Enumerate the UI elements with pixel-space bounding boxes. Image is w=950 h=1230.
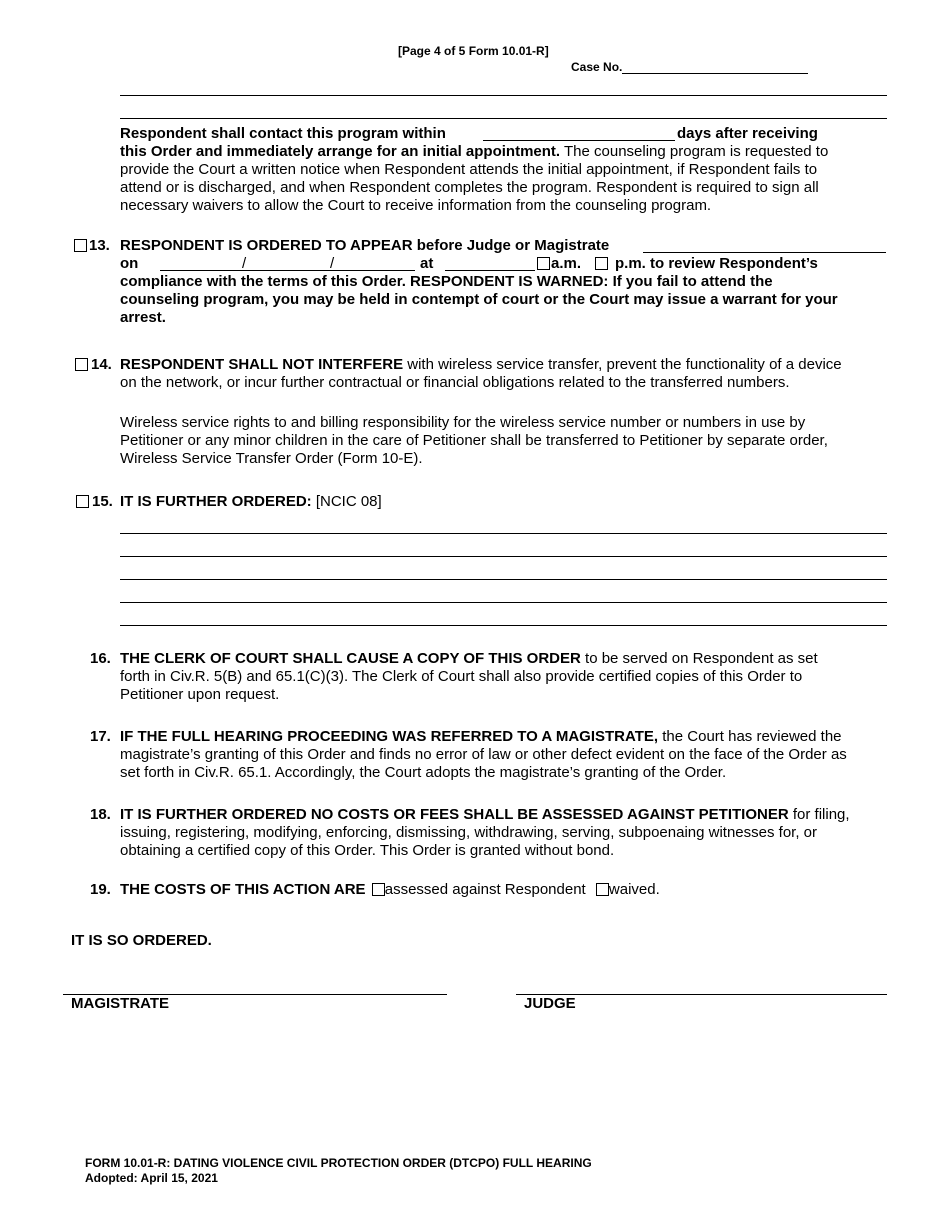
judge-label: JUDGE	[524, 995, 576, 1012]
item14-wireless-line: Petitioner or any minor children in the care of Petitioner shall be transferred to Petitioner by separate order,	[120, 432, 828, 449]
rule	[120, 118, 887, 119]
item19-title: THE COSTS OF THIS ACTION ARE	[120, 881, 366, 898]
further-order-line[interactable]	[120, 625, 887, 626]
days-after-label: days after receiving	[677, 125, 818, 142]
item13-number: 13.	[89, 237, 110, 254]
item13-title: RESPONDENT IS ORDERED TO APPEAR before Judge or Magistrate	[120, 237, 610, 254]
item17-number: 17.	[90, 728, 111, 745]
item19-line	[120, 881, 885, 899]
item14-checkbox[interactable]	[75, 358, 88, 371]
item17-paragraph	[120, 728, 885, 782]
item13-line: compliance with the terms of this Order. RESPONDENT IS WARNED: If you fail to attend the	[120, 273, 773, 290]
counseling-lead: Respondent shall contact this program within	[120, 125, 446, 142]
assessed-label: assessed against Respondent	[384, 881, 586, 898]
item18-paragraph	[120, 806, 890, 860]
item19-number: 19.	[90, 881, 111, 898]
case-number-label: Case No.	[571, 60, 623, 74]
item13-checkbox[interactable]	[74, 239, 87, 252]
date-slash: /	[330, 255, 335, 272]
item15-heading	[120, 493, 885, 511]
item15-title: IT IS FURTHER ORDERED:	[120, 493, 312, 510]
item14-wireless-line: Wireless service rights to and billing responsibility for the wireless service number or numbers in use by	[120, 414, 806, 431]
counseling-line: attend or is discharged, and when Respondent completes the program. Respondent is required to sign all	[120, 179, 819, 196]
item16-number: 16.	[90, 650, 111, 667]
item13-line: arrest.	[120, 309, 166, 326]
item14-line1-rest: with wireless service transfer, prevent the functionality of a device	[403, 356, 842, 373]
magistrate-label: MAGISTRATE	[71, 995, 170, 1012]
page-label: [Page 4 of 5 Form 10.01-R]	[398, 44, 549, 58]
date-slash: /	[242, 255, 247, 272]
item14-wireless-paragraph	[120, 414, 885, 468]
item15-checkbox[interactable]	[76, 495, 89, 508]
footer	[85, 1156, 592, 1186]
item13-line: counseling program, you may be held in contempt of court or the Court may issue a warrant for your	[120, 291, 838, 308]
case-number	[571, 59, 808, 74]
item13-paragraph	[120, 237, 885, 327]
item16-line: forth in Civ.R. 5(B) and 65.1(C)(3). The Clerk of Court shall also provide certified copies of this Order to	[120, 668, 803, 685]
waived-checkbox[interactable]	[596, 883, 609, 896]
counseling-line: provide the Court a written notice when Respondent attends the initial appointment, if Respondent fails to	[120, 161, 818, 178]
item17-line: magistrate’s granting of this Order and finds no error of law or other defect evident on the face of the Order as	[120, 746, 847, 763]
item17-title: IF THE FULL HEARING PROCEEDING WAS REFERRED TO A MAGISTRATE,	[120, 728, 659, 745]
item14-line: on the network, or incur further contractual or financial obligations related to the transferred numbers.	[120, 374, 790, 391]
assessed-checkbox[interactable]	[372, 883, 385, 896]
footer-form-title: FORM 10.01-R: DATING VIOLENCE CIVIL PROTECTION ORDER (DTCPO) FULL HEARING	[85, 1156, 592, 1170]
case-number-field[interactable]	[622, 59, 808, 74]
judge-name-field[interactable]	[643, 238, 886, 253]
waived-label: waived.	[608, 881, 660, 898]
further-order-line[interactable]	[120, 556, 887, 557]
rule	[120, 95, 887, 96]
item15-number: 15.	[92, 493, 113, 510]
am-checkbox[interactable]	[537, 257, 550, 270]
ncic-code: [NCIC 08]	[311, 493, 382, 510]
at-label: at	[420, 255, 434, 272]
item16-line: Petitioner upon request.	[120, 686, 280, 703]
item17-line1-rest: the Court has reviewed the	[658, 728, 842, 745]
counseling-line2-rest: The counseling program is requested to	[560, 143, 829, 160]
item14-paragraph	[120, 356, 885, 392]
item16-paragraph	[120, 650, 885, 704]
item16-title: THE CLERK OF COURT SHALL CAUSE A COPY OF THIS ORDER	[120, 650, 581, 667]
am-label: a.m.	[551, 255, 582, 272]
item16-line1-rest: to be served on Respondent as set	[580, 650, 818, 667]
counseling-line: necessary waivers to allow the Court to receive information from the counseling program.	[120, 197, 712, 214]
item18-line: obtaining a certified copy of this Order. This Order is granted without bond.	[120, 842, 615, 859]
item18-line: issuing, registering, modifying, enforcing, dismissing, withdrawing, serving, subpoenaing witnesses for, or	[120, 824, 818, 841]
pm-label: p.m. to review Respondent’s	[615, 255, 818, 272]
on-label: on	[120, 255, 139, 272]
days-field[interactable]	[483, 126, 675, 141]
item14-number: 14.	[91, 356, 112, 373]
counseling-paragraph	[120, 125, 885, 215]
further-order-line[interactable]	[120, 602, 887, 603]
item18-number: 18.	[90, 806, 111, 823]
item14-title: RESPONDENT SHALL NOT INTERFERE	[120, 356, 404, 373]
item18-line1-rest: for filing,	[788, 806, 850, 823]
further-order-line[interactable]	[120, 579, 887, 580]
counseling-line2-bold: this Order and immediately arrange for an initial appointment.	[120, 143, 561, 160]
pm-checkbox[interactable]	[595, 257, 608, 270]
item17-line: set forth in Civ.R. 65.1. Accordingly, the Court adopts the magistrate’s granting of the Order.	[120, 764, 727, 781]
time-field[interactable]	[445, 256, 535, 271]
further-order-line[interactable]	[120, 533, 887, 534]
item14-wireless-line: Wireless Service Transfer Order (Form 10-E).	[120, 450, 423, 467]
so-ordered: IT IS SO ORDERED.	[71, 932, 212, 949]
footer-adopted: Adopted: April 15, 2021	[85, 1171, 218, 1185]
date-field[interactable]	[160, 256, 415, 271]
item18-title: IT IS FURTHER ORDERED NO COSTS OR FEES SHALL BE ASSESSED AGAINST PETITIONER	[120, 806, 789, 823]
